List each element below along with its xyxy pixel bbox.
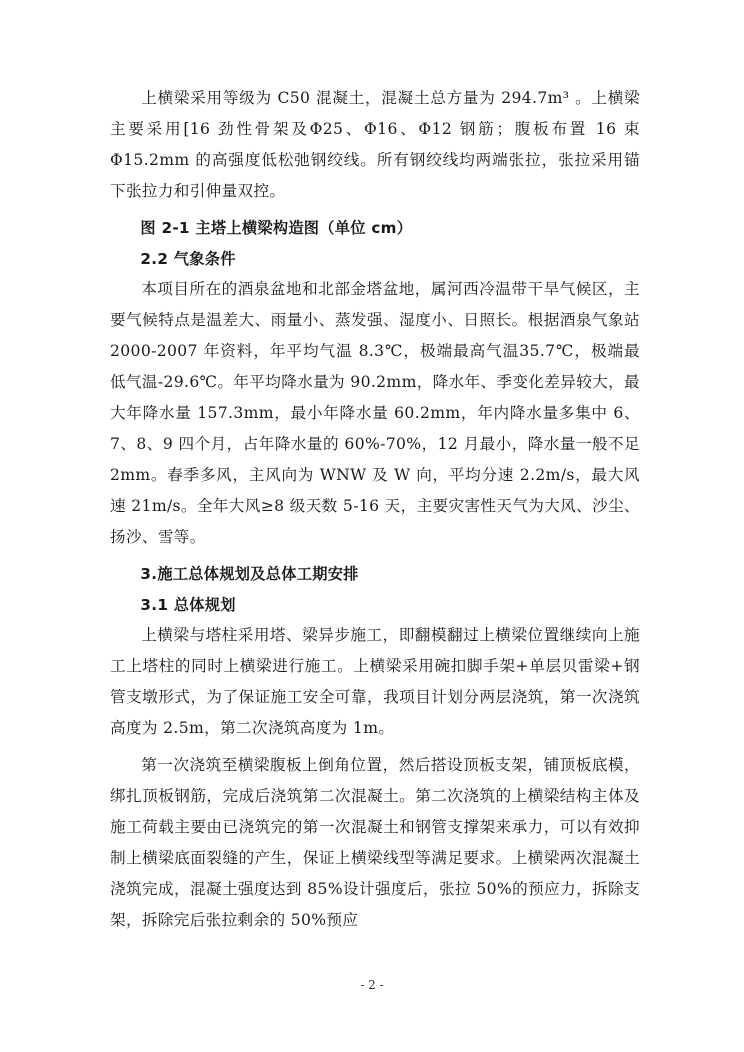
section-heading-3-1: 3.1 总体规划 bbox=[140, 595, 236, 614]
section-heading-3: 3.施工总体规划及总体工期安排 bbox=[140, 564, 359, 583]
paragraph-climate-conditions: 本项目所在的酒泉盆地和北部金塔盆地，属河西冷温带干旱气候区，主要气候特点是温差大、雨量小、蒸发强、湿度小、日照长。根据酒泉气象站 2000-2007 年资料，年平均气温 8.3℃，极端最高气温35.7℃，极端最低气温-29.6℃。年平均降水量为 90.2mm，降水年、季变化差异较大，最大年降水量 157.3mm，最小年降水量 60.2mm，年内降水量多集中 6、7、8、9 四个月，占年降水量的 60%-70%，12 月最小，降水量一般不足 2mm。春季多风，主风向为 WNW 及 W 向，平均分速 2.2m/s，最大风速 21m/s。全年大风≥8 级天数 5-16 天，主要灾害性天气为大风、沙尘、扬沙、雪等。 bbox=[110, 280, 640, 546]
paragraph-overall-plan: 上横梁与塔柱采用塔、梁异步施工，即翻模翻过上横梁位置继续向上施工上塔柱的同时上横梁进行施工。上横梁采用碗扣脚手架+单层贝雷梁+钢管支墩形式，为了保证施工安全可靠，我项目计划分两层浇筑，第一次浇筑高度为 2.5m，第二次浇筑高度为 1m。 bbox=[110, 626, 640, 738]
document-body bbox=[110, 83, 640, 935]
page-number: - 2 - bbox=[360, 978, 384, 992]
paragraph-concrete-and-reinforcement: 上横梁采用等级为 C50 混凝土，混凝土总方量为 294.7m³ 。上横梁主要采用[16 劲性骨架及Φ25、Φ16、Φ12 钢筋；腹板布置 16 束Φ15.2mm 的高强度低松弛钢绞线。所有钢绞线均两端张拉，张拉采用锚下张拉力和引伸量双控。 bbox=[110, 89, 640, 200]
paragraph-pouring-sequence: 第一次浇筑至横梁腹板上倒角位置，然后搭设顶板支架，铺顶板底模，绑扎顶板钢筋，完成后浇筑第二次混凝土。第二次浇筑的上横梁结构主体及施工荷载主要由已浇筑完的第一次混凝土和钢管支撑架来承力，可以有效抑制上横梁底面裂缝的产生，保证上横梁线型等满足要求。上横梁两次混凝土浇筑完成，混凝土强度达到 85%设计强度后，张拉 50%的预应力，拆除支架，拆除完后张拉剩余的 50%预应 bbox=[110, 756, 640, 929]
section-heading-2-2: 2.2 气象条件 bbox=[140, 249, 236, 268]
figure-caption: 图 2-1 主塔上横梁构造图（单位 cm） bbox=[140, 218, 413, 237]
